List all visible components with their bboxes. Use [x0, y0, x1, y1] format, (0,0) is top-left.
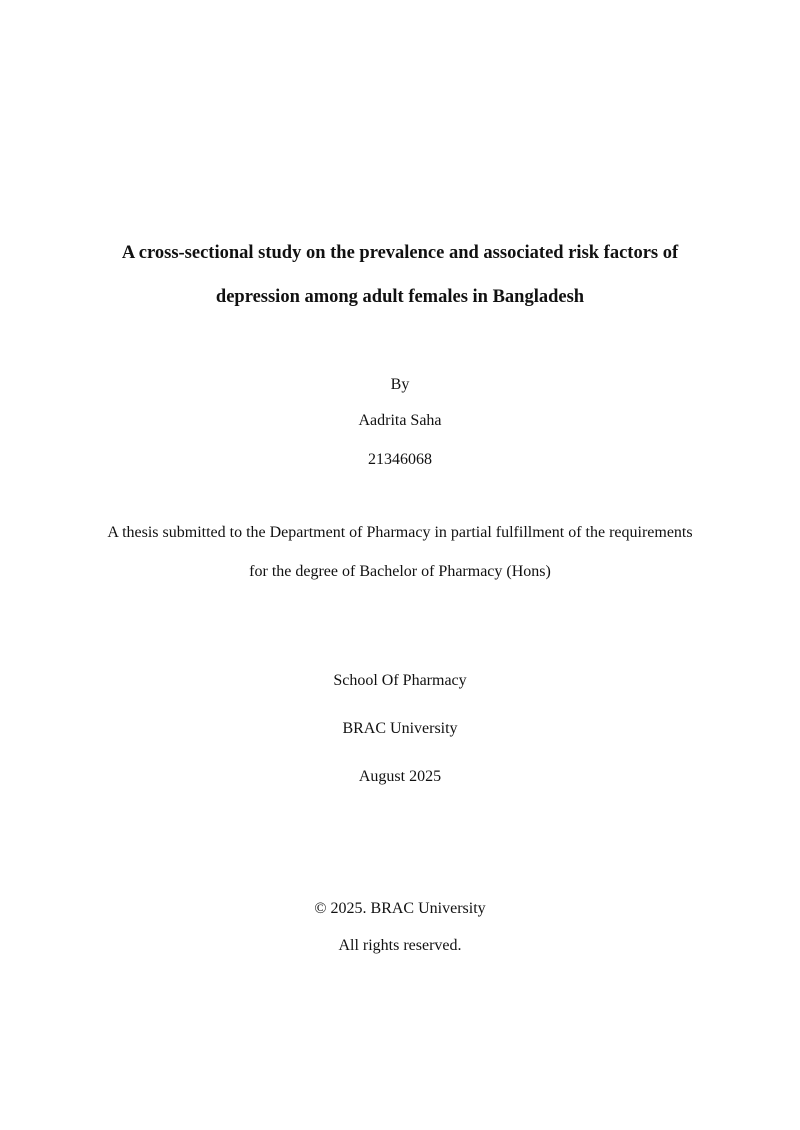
author-name: Aadrita Saha: [358, 412, 442, 429]
thesis-title-line-1: A cross-sectional study on the prevalence and associated risk factors of: [121, 243, 679, 263]
university-name: BRAC University: [342, 720, 458, 737]
by-label: By: [390, 376, 410, 393]
thesis-title-line-2: depression among adult females in Bangladesh: [215, 287, 585, 307]
copyright-notice: © 2025. BRAC University: [314, 900, 486, 917]
submission-statement-line-1: A thesis submitted to the Department of Pharmacy in partial fulfillment of the requirements: [107, 524, 693, 541]
student-id: 21346068: [368, 451, 432, 468]
rights-reserved: All rights reserved.: [338, 937, 462, 954]
submission-date: August 2025: [358, 768, 442, 785]
submission-statement-line-2: for the degree of Bachelor of Pharmacy (Hons): [249, 563, 551, 580]
school-name: School Of Pharmacy: [333, 672, 467, 689]
